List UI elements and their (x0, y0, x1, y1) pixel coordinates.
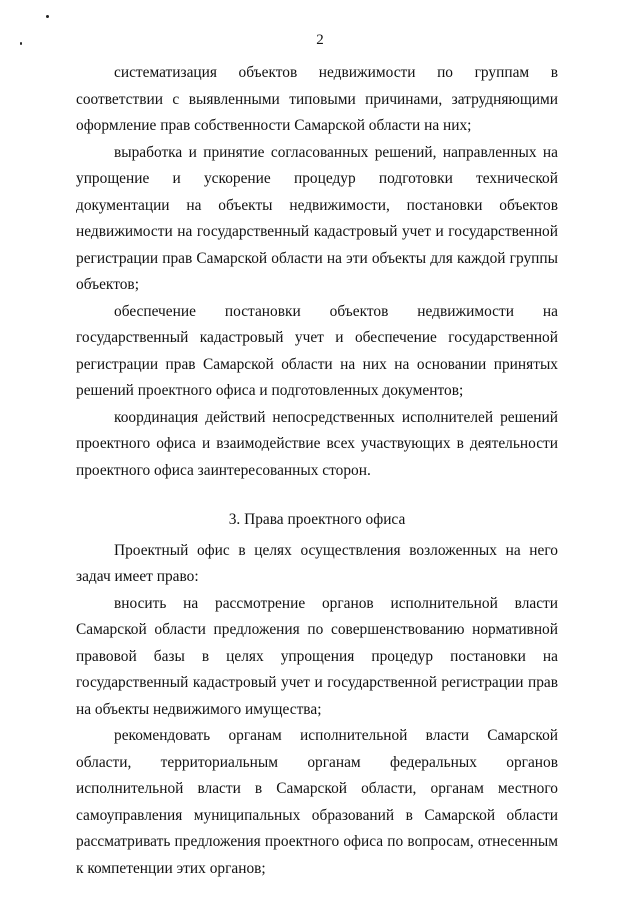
page-number: 2 (316, 32, 324, 48)
document-body (76, 60, 558, 882)
paragraph-rights-intro: Проектный офис в целях осуществления возложенных на него задач имеет право: (76, 541, 558, 585)
paragraph-recommend-authorities: рекомендовать органам исполнительной власти Самарской области, территориальным органам федеральных органов исполнительной власти в Самарской области, органам местного самоуправления муниципальных образований в Самарской области рассматривать предложения проектного офиса по вопросам, отнесенным к компетенции этих органов; (76, 727, 558, 877)
paragraph-systematization: систематизация объектов недвижимости по группам в соответствии с выявленными типовыми причинами, затрудняющими оформление прав собственности Самарской области на них; (76, 64, 558, 134)
paragraph-registration-support: обеспечение постановки объектов недвижимости на государственный кадастровый учет и обеспечение государственной регистрации прав Самарской области на них на основании принятых решений проектного офиса и подготовленных документов; (76, 302, 558, 399)
paragraph-decision-making: выработка и принятие согласованных решений, направленных на упрощение и ускорение процедур подготовки технической документации на объекты недвижимости, постановки объектов недвижимости на государственный кадастровый учет и государственной регистрации прав Самарской области на эти объекты для каждой группы объектов; (76, 143, 558, 293)
paragraph-submit-proposals: вносить на рассмотрение органов исполнительной власти Самарской области предложения по совершенствованию нормативной правовой базы в целях упрощения процедур постановки на государственный кадастровый учет и государственной регистрации прав на объекты недвижимого имущества; (76, 594, 558, 718)
scan-speck (46, 15, 49, 18)
paragraph-coordination: координация действий непосредственных исполнителей решений проектного офиса и взаимодействие всех участвующих в деятельности проектного офиса заинтересованных сторон. (76, 408, 558, 479)
section-heading: 3. Права проектного офиса (228, 511, 406, 528)
